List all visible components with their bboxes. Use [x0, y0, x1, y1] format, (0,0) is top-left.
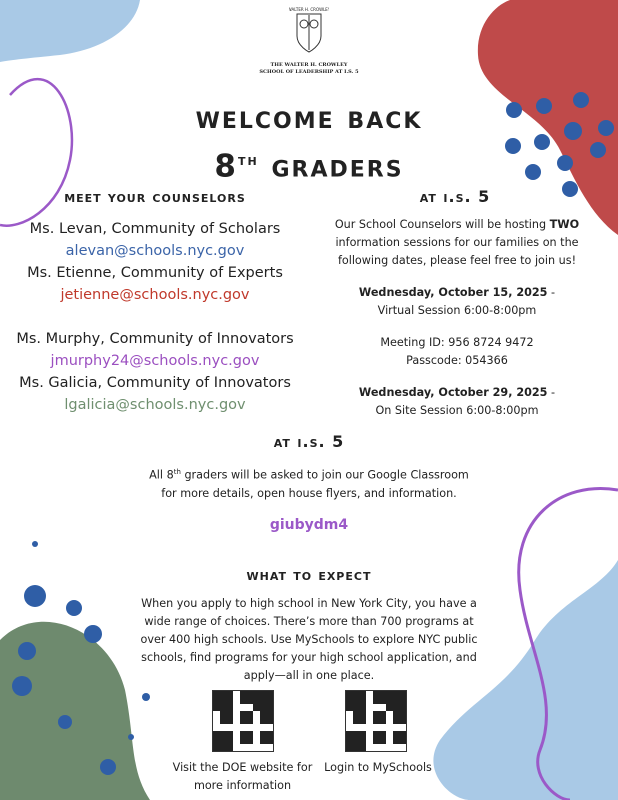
- qr-module: [346, 718, 353, 725]
- qr-module: [213, 724, 220, 731]
- qr-module: [233, 731, 240, 738]
- qr-module: [366, 738, 373, 745]
- qr-module: [220, 731, 227, 738]
- counselor-email-link[interactable]: jmurphy24@schools.nyc.gov: [50, 353, 260, 369]
- qr-module: [379, 724, 386, 731]
- qr-module: [379, 711, 386, 718]
- qr-module: [399, 731, 406, 738]
- qr-module: [260, 704, 267, 711]
- passcode: Passcode: 054366: [406, 354, 508, 367]
- qr-module: [266, 718, 273, 725]
- qr-module: [266, 698, 273, 705]
- qr-module: [220, 744, 227, 751]
- intro-text: Our School Counselors will be hosting: [334, 218, 550, 231]
- title-rest: graders: [258, 148, 404, 185]
- qr-module: [246, 704, 253, 711]
- qr-module: [233, 738, 240, 745]
- qr-module: [353, 691, 360, 698]
- qr-module: [379, 704, 386, 711]
- qr-module: [220, 738, 227, 745]
- qr-module: [226, 718, 233, 725]
- qr-module: [213, 731, 220, 738]
- qr-module: [266, 711, 273, 718]
- qr-module: [226, 738, 233, 745]
- sessions-info: [322, 216, 592, 420]
- school-name-line2: SCHOOL OF LEADERSHIP AT I.S. 5: [259, 69, 359, 75]
- qr-module: [233, 718, 240, 725]
- qr-module: [373, 738, 380, 745]
- qr-module: [379, 744, 386, 751]
- qr-module: [359, 711, 366, 718]
- qr-module: [346, 711, 353, 718]
- qr-module: [373, 691, 380, 698]
- qr-module: [393, 731, 400, 738]
- school-name: [259, 62, 359, 76]
- qr-module: [386, 691, 393, 698]
- qr-module: [260, 724, 267, 731]
- title-line2: [0, 139, 618, 187]
- qr-module: [233, 691, 240, 698]
- qr-module: [266, 691, 273, 698]
- qr-module: [226, 731, 233, 738]
- title-line1: welcome back: [195, 100, 423, 136]
- qr-module: [213, 704, 220, 711]
- qr-module: [253, 711, 260, 718]
- qr-module: [366, 698, 373, 705]
- qr-module: [220, 698, 227, 705]
- qr-module: [393, 738, 400, 745]
- qr-module: [366, 744, 373, 751]
- qr-module: [233, 724, 240, 731]
- qr-module: [226, 724, 233, 731]
- qr-module: [346, 744, 353, 751]
- session1-desc: Virtual Session 6:00-8:00pm: [377, 304, 537, 317]
- qr-module: [346, 698, 353, 705]
- qr-module: [386, 711, 393, 718]
- counselor-email-link[interactable]: jetienne@schools.nyc.gov: [60, 287, 250, 303]
- qr-label-myschools: Login to MySchools: [324, 761, 432, 774]
- qr-module: [393, 711, 400, 718]
- svg-text:WALTER H. CROWLEY: WALTER H. CROWLEY: [289, 7, 329, 12]
- qr-module: [233, 744, 240, 751]
- counselors-list: [0, 218, 310, 416]
- qr-module: [266, 744, 273, 751]
- qr-module: [253, 704, 260, 711]
- expect-text: When you apply to high school in New York City, you have a wide range of choices. There’s more than 700 programs at over 400 high schools. Use MySchools to explore NYC public schools, find programs for your high school application, and apply—all in one place.: [140, 597, 478, 682]
- session1-date: Wednesday, October 15, 2025: [358, 286, 548, 299]
- qr-module: [386, 698, 393, 705]
- qr-module: [240, 724, 247, 731]
- qr-module: [240, 718, 247, 725]
- qr-module: [213, 744, 220, 751]
- qr-module: [220, 691, 227, 698]
- qr-module: [246, 738, 253, 745]
- qr-module: [353, 724, 360, 731]
- qr-module: [240, 711, 247, 718]
- qr-label-doe: Visit the DOE website for more information: [172, 761, 313, 792]
- qr-module: [226, 691, 233, 698]
- qr-module: [353, 744, 360, 751]
- qr-module: [399, 738, 406, 745]
- qr-code-myschools[interactable]: [345, 690, 407, 752]
- qr-module: [399, 698, 406, 705]
- qr-module: [373, 724, 380, 731]
- qr-module: [346, 704, 353, 711]
- qr-module: [220, 724, 227, 731]
- qr-module: [253, 724, 260, 731]
- qr-code-doe[interactable]: [212, 690, 274, 752]
- qr-module: [353, 711, 360, 718]
- classroom-heading: at i.s. 5: [273, 432, 345, 451]
- qr-module: [253, 738, 260, 745]
- qr-module: [353, 704, 360, 711]
- meeting-id: Meeting ID: 956 8724 9472: [380, 336, 534, 349]
- counselor-name: Ms. Murphy, Community of Innovators: [16, 331, 294, 347]
- qr-module: [386, 718, 393, 725]
- qr-module: [399, 718, 406, 725]
- qr-module: [393, 744, 400, 751]
- qr-module: [213, 698, 220, 705]
- qr-module: [253, 691, 260, 698]
- qr-module: [253, 744, 260, 751]
- qr-module: [379, 698, 386, 705]
- qr-module: [353, 738, 360, 745]
- qr-module: [353, 698, 360, 705]
- qr-module: [373, 698, 380, 705]
- qr-module: [393, 718, 400, 725]
- qr-module: [373, 718, 380, 725]
- qr-module: [359, 731, 366, 738]
- qr-module: [246, 691, 253, 698]
- intro-text: information sessions for our families on the following dates, please feel free to join us!: [335, 236, 579, 267]
- qr-module: [393, 704, 400, 711]
- qr-module: [399, 691, 406, 698]
- qr-module: [373, 704, 380, 711]
- text: All 8: [149, 468, 174, 482]
- title-num: 8: [214, 148, 238, 185]
- qr-module: [260, 691, 267, 698]
- qr-module: [260, 731, 267, 738]
- qr-module: [213, 738, 220, 745]
- qr-module: [386, 704, 393, 711]
- counselor-name: Ms. Levan, Community of Scholars: [29, 221, 281, 237]
- qr-module: [386, 738, 393, 745]
- qr-module: [373, 744, 380, 751]
- qr-module: [373, 711, 380, 718]
- qr-module: [379, 691, 386, 698]
- qr-module: [266, 704, 273, 711]
- qr-module: [379, 718, 386, 725]
- session2-desc: On Site Session 6:00-8:00pm: [375, 404, 539, 417]
- school-name-line1: THE WALTER H. CROWLEY: [270, 62, 348, 68]
- counselor-name: Ms. Etienne, Community of Experts: [27, 265, 283, 281]
- sessions-heading: at i.s. 5: [419, 187, 491, 206]
- qr-module: [399, 724, 406, 731]
- qr-module: [260, 744, 267, 751]
- qr-module: [366, 691, 373, 698]
- qr-module: [240, 738, 247, 745]
- counselor-name: Ms. Galicia, Community of Innovators: [19, 375, 291, 391]
- qr-module: [359, 704, 366, 711]
- qr-module: [220, 718, 227, 725]
- qr-module: [346, 738, 353, 745]
- qr-module: [346, 691, 353, 698]
- counselor-email-link[interactable]: lgalicia@schools.nyc.gov: [64, 397, 246, 413]
- sup: th: [173, 468, 181, 476]
- qr-module: [399, 704, 406, 711]
- qr-module: [366, 711, 373, 718]
- qr-module: [399, 744, 406, 751]
- qr-module: [266, 724, 273, 731]
- qr-module: [386, 724, 393, 731]
- counselors-heading: meet your counselors: [64, 188, 246, 206]
- qr-module: [386, 731, 393, 738]
- page-title: [0, 98, 618, 187]
- qr-module: [359, 744, 366, 751]
- session2-date: Wednesday, October 29, 2025: [358, 386, 548, 399]
- qr-module: [240, 698, 247, 705]
- qr-module: [246, 731, 253, 738]
- qr-module: [246, 711, 253, 718]
- qr-module: [220, 704, 227, 711]
- qr-module: [260, 718, 267, 725]
- qr-module: [393, 724, 400, 731]
- qr-module: [393, 698, 400, 705]
- qr-module: [359, 691, 366, 698]
- qr-module: [346, 731, 353, 738]
- qr-module: [266, 731, 273, 738]
- qr-module: [226, 744, 233, 751]
- qr-module: [240, 731, 247, 738]
- qr-module: [246, 718, 253, 725]
- qr-module: [353, 731, 360, 738]
- qr-module: [253, 731, 260, 738]
- qr-module: [253, 718, 260, 725]
- qr-module: [213, 718, 220, 725]
- qr-module: [359, 738, 366, 745]
- counselor-email-link[interactable]: alevan@schools.nyc.gov: [65, 243, 245, 259]
- qr-module: [359, 718, 366, 725]
- qr-module: [226, 698, 233, 705]
- qr-module: [366, 724, 373, 731]
- qr-module: [226, 704, 233, 711]
- classroom-text: [145, 463, 473, 503]
- school-crest-icon: [289, 6, 329, 58]
- qr-module: [253, 698, 260, 705]
- qr-module: [240, 691, 247, 698]
- qr-module: [366, 704, 373, 711]
- qr-module: [226, 711, 233, 718]
- dash: -: [547, 286, 556, 299]
- qr-module: [386, 744, 393, 751]
- qr-module: [246, 724, 253, 731]
- text: graders will be asked to join our Google Classroom for more details, open house flyers, and information.: [161, 468, 469, 500]
- qr-module: [260, 698, 267, 705]
- qr-module: [233, 698, 240, 705]
- qr-module: [213, 691, 220, 698]
- qr-module: [366, 718, 373, 725]
- qr-module: [260, 738, 267, 745]
- qr-module: [246, 744, 253, 751]
- qr-module: [366, 731, 373, 738]
- qr-module: [373, 731, 380, 738]
- qr-module: [240, 704, 247, 711]
- sessions-intro: [322, 216, 592, 270]
- qr-module: [260, 711, 267, 718]
- qr-module: [359, 698, 366, 705]
- title-sup: th: [237, 150, 259, 169]
- qr-module: [233, 711, 240, 718]
- qr-module: [246, 698, 253, 705]
- qr-module: [220, 711, 227, 718]
- qr-module: [399, 711, 406, 718]
- qr-module: [213, 711, 220, 718]
- qr-module: [240, 744, 247, 751]
- qr-module: [393, 691, 400, 698]
- qr-module: [353, 718, 360, 725]
- qr-module: [379, 731, 386, 738]
- classroom-code: giubydm4: [269, 517, 349, 533]
- qr-module: [266, 738, 273, 745]
- qr-module: [379, 738, 386, 745]
- qr-module: [233, 704, 240, 711]
- expect-heading: what to expect: [246, 566, 372, 584]
- qr-module: [346, 724, 353, 731]
- intro-bold: TWO: [549, 218, 580, 231]
- dash: -: [547, 386, 556, 399]
- qr-module: [359, 724, 366, 731]
- school-logo: [259, 6, 359, 76]
